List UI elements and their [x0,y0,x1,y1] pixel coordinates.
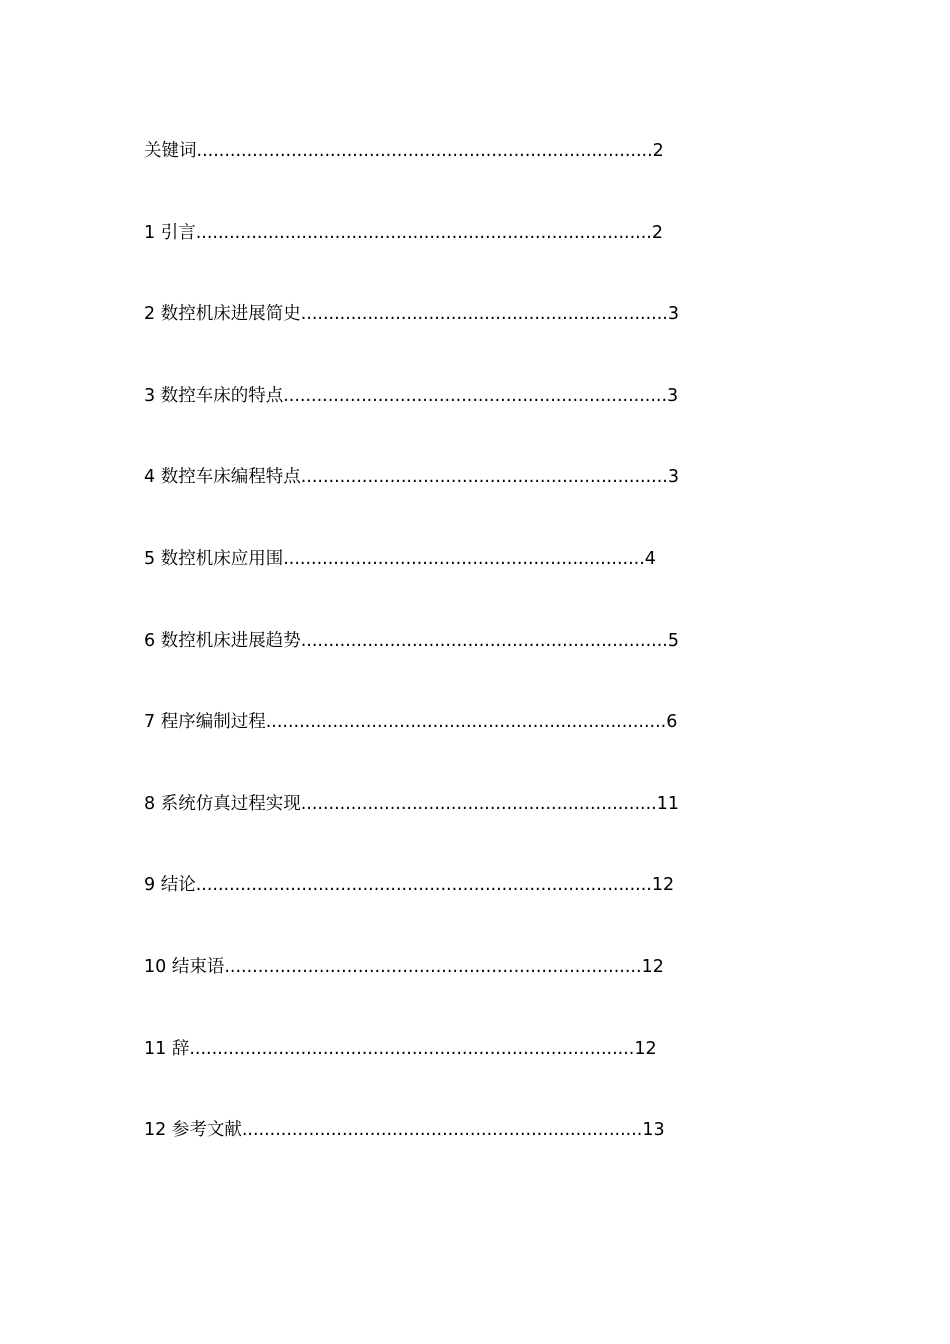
toc-entry-page: 2 [651,222,663,243]
toc-entry-title: 6 数控机床进展趋势 [144,630,301,651]
toc-entry-leader: .................................................................................. [196,141,653,161]
toc-entry-leader: .................................................................................. [195,222,652,243]
toc-entry-acknowledgements[interactable] [144,1037,764,1119]
toc-entry-closing-remarks[interactable] [144,955,764,1037]
toc-entry-title: 5 数控机床应用围 [144,548,284,569]
toc-entry-lathe-features[interactable] [144,384,764,466]
toc-entry-page: 2 [652,141,664,161]
toc-entry-references[interactable] [144,1118,764,1200]
toc-entry-title: 2 数控机床进展简史 [144,304,301,325]
toc-entry-page: 5 [667,630,679,651]
toc-entry-title: 3 数控车床的特点 [144,385,284,406]
table-of-contents [144,139,764,1200]
toc-entry-leader: ................................................................ [300,793,657,814]
toc-entry-leader: .................................................................................. [195,875,652,896]
toc-entry-leader: ........................................................................ [241,1120,643,1141]
toc-entry-title: 1 引言 [144,222,196,243]
toc-entry-page: 3 [667,467,679,488]
toc-entry-page: 6 [666,712,678,733]
toc-entry-leader: .................................................................. [300,630,668,651]
toc-entry-leader: ................................................................................ [189,1038,635,1059]
toc-entry-page: 3 [667,385,679,406]
toc-entry-title: 9 结论 [144,875,196,896]
toc-entry-leader: .................................................................. [300,304,668,325]
toc-entry-title: 8 系统仿真过程实现 [144,793,301,814]
toc-entry-simulation[interactable] [144,792,764,874]
toc-entry-page: 12 [651,875,675,896]
toc-entry-title: 10 结束语 [144,956,225,977]
toc-entry-page: 13 [642,1120,665,1141]
toc-entry-conclusion[interactable] [144,873,764,955]
toc-entry-page: 4 [644,548,656,569]
toc-entry-leader: .................................................................. [300,467,668,488]
toc-entry-history[interactable] [144,302,764,384]
toc-entry-applications[interactable] [144,547,764,629]
toc-entry-leader: ................................................................. [283,548,645,569]
toc-entry-page: 11 [656,793,679,814]
toc-entry-title: 12 参考文献 [144,1120,242,1141]
toc-entry-page: 12 [634,1038,657,1059]
toc-entry-introduction[interactable] [144,221,764,303]
toc-entry-leader: ........................................................................... [224,956,642,977]
toc-entry-title: 7 程序编制过程 [144,712,266,733]
toc-entry-programming-features[interactable] [144,465,764,547]
toc-entry-title: 11 辞 [144,1038,190,1059]
toc-entry-programming-process[interactable] [144,710,764,792]
toc-entry-leader: ..................................................................... [283,385,668,406]
toc-entry-leader: ........................................................................ [265,712,667,733]
toc-entry-trends[interactable] [144,629,764,711]
toc-entry-keywords[interactable] [144,139,764,221]
toc-entry-page: 3 [667,304,679,325]
toc-entry-title: 关键词 [144,141,197,161]
toc-entry-page: 12 [641,956,664,977]
toc-entry-title: 4 数控车床编程特点 [144,467,301,488]
